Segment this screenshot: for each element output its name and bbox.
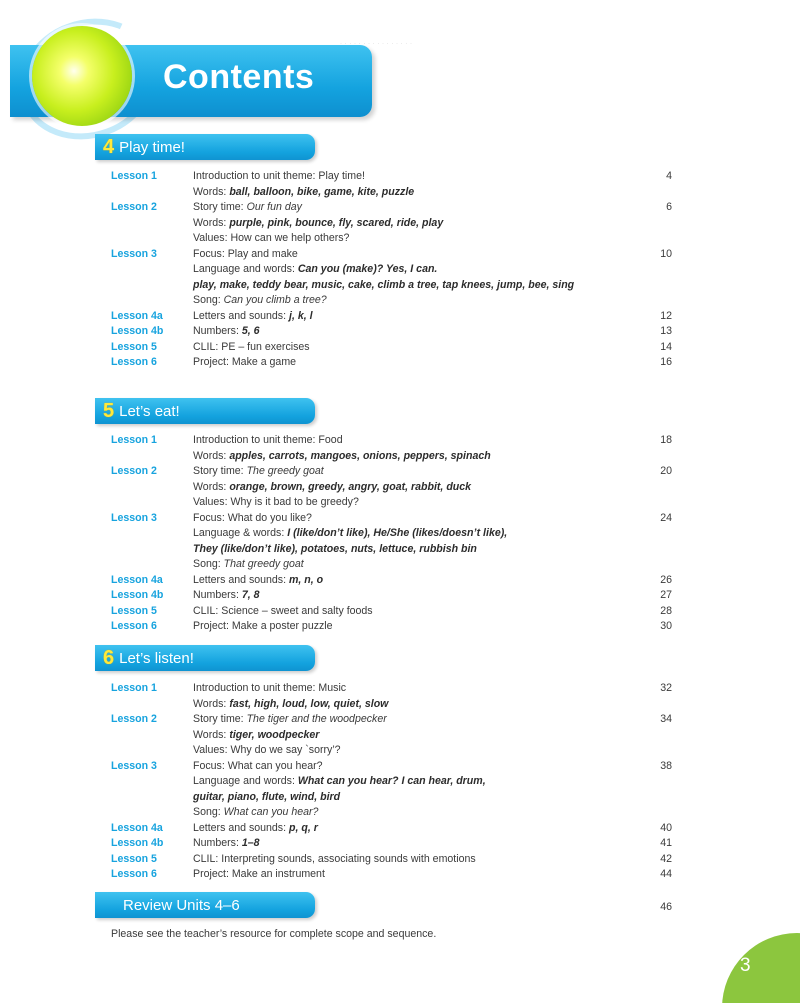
lesson-row <box>0 246 800 262</box>
description-text: Words: <box>193 480 230 493</box>
lesson-description <box>193 851 476 867</box>
description-text: Values: How can we help others? <box>193 232 350 244</box>
unit-number: 5 <box>103 399 115 422</box>
page-reference: 6 <box>666 201 672 213</box>
key-words: m, n, o <box>289 573 324 586</box>
key-words: guitar, piano, flute, wind, bird <box>193 790 341 803</box>
lesson-description <box>193 556 304 572</box>
lesson-label: Lesson 6 <box>111 868 157 880</box>
lesson-row <box>0 432 800 448</box>
lesson-row <box>0 168 800 184</box>
description-text: Words: <box>193 185 230 198</box>
review-page-number: 46 <box>660 901 672 913</box>
lesson-label: Lesson 6 <box>111 356 157 368</box>
lesson-label: Lesson 4b <box>111 325 164 337</box>
key-words: j, k, l <box>289 309 313 322</box>
lesson-row <box>0 199 800 215</box>
lesson-description <box>193 603 373 619</box>
lesson-row <box>0 510 800 526</box>
lesson-label: Lesson 1 <box>111 682 157 694</box>
description-text: Letters and sounds: <box>193 309 289 322</box>
key-words: 5, 6 <box>241 325 260 337</box>
description-text: Introduction to unit theme: Food <box>193 434 343 446</box>
page-reference: 27 <box>660 589 672 601</box>
italic-title: The greedy goat <box>246 465 324 477</box>
key-words: play, make, teddy bear, music, cake, climb a tree, tap knees, jump, bee, sing <box>193 278 575 291</box>
description-text: Song: <box>193 294 224 306</box>
page-reference: 41 <box>660 837 672 849</box>
lesson-row <box>0 851 800 867</box>
lesson-row <box>0 820 800 836</box>
lesson-description <box>193 587 260 603</box>
lesson-row <box>0 354 800 370</box>
description-text: Story time: <box>193 713 247 725</box>
page-reference: 10 <box>660 247 672 260</box>
description-text: Language & words: <box>193 527 288 539</box>
unit-title: Let’s eat! <box>119 402 180 420</box>
italic-title: Can you climb a tree? <box>223 294 327 306</box>
lesson-label: Lesson 4a <box>111 573 163 586</box>
lesson-description <box>193 354 296 370</box>
key-words: I (like/don’t like), He/She (likes/doesn’t like), <box>287 527 508 539</box>
page-reference: 13 <box>660 325 672 337</box>
lesson-description <box>193 246 298 262</box>
lesson-description <box>193 541 477 557</box>
lesson-description <box>193 820 318 836</box>
lesson-row <box>0 835 800 851</box>
lesson-row <box>0 448 800 464</box>
page-reference: 26 <box>660 573 672 586</box>
lesson-label: Lesson 4a <box>111 821 163 834</box>
key-words: ball, balloon, bike, game, kite, puzzle <box>229 185 415 198</box>
description-text: Language and words: <box>193 263 298 275</box>
lesson-description <box>193 680 346 696</box>
lesson-label: Lesson 4b <box>111 589 164 601</box>
lesson-label: Lesson 2 <box>111 713 157 725</box>
lesson-description <box>193 572 323 588</box>
lesson-row <box>0 261 800 277</box>
description-text: Letters and sounds: <box>193 573 289 586</box>
lesson-description <box>193 230 349 246</box>
page-reference: 4 <box>666 170 672 182</box>
lesson-row <box>0 618 800 634</box>
lesson-label: Lesson 6 <box>111 620 157 632</box>
lesson-label: Lesson 1 <box>111 434 157 446</box>
italic-title: The tiger and the woodpecker <box>246 713 387 725</box>
page-reference: 18 <box>660 434 672 446</box>
unit-title: Play time! <box>119 138 185 156</box>
key-words: What can you hear? I can hear, drum, <box>297 775 486 787</box>
lesson-row <box>0 773 800 789</box>
description-text: Song: <box>193 806 224 818</box>
lesson-label: Lesson 1 <box>111 170 157 182</box>
lesson-row <box>0 727 800 743</box>
review-row <box>0 896 800 915</box>
unit-header-5 <box>95 398 315 424</box>
page-reference: 38 <box>660 759 672 772</box>
description-text: Numbers: <box>193 589 242 601</box>
description-text: Values: Why do we say `sorry’? <box>193 744 341 756</box>
description-text: Letters and sounds: <box>193 821 289 834</box>
lesson-description <box>193 494 359 510</box>
description-text: Words: <box>193 728 230 741</box>
lesson-row <box>0 804 800 820</box>
lesson-description <box>193 323 260 339</box>
key-words: orange, brown, greedy, angry, goat, rabbit, duck <box>229 480 472 493</box>
page-reference: 30 <box>660 620 672 632</box>
lesson-description <box>193 215 443 231</box>
page-reference: 44 <box>660 868 672 880</box>
italic-title: What can you hear? <box>223 806 319 818</box>
lesson-row <box>0 758 800 774</box>
faint-header-text: · · · · · · · · · · · · · · · · <box>340 41 413 47</box>
key-words: They (like/don’t like), potatoes, nuts, lettuce, rubbish bin <box>193 542 477 555</box>
description-text: Song: <box>193 558 224 570</box>
lesson-row <box>0 230 800 246</box>
page-reference: 28 <box>660 604 672 617</box>
key-words: apples, carrots, mangoes, onions, peppers, spinach <box>229 449 491 462</box>
key-words: p, q, r <box>289 821 318 834</box>
page-reference: 20 <box>660 465 672 477</box>
lesson-description <box>193 866 325 882</box>
lesson-description <box>193 168 365 184</box>
lesson-description <box>193 758 323 774</box>
lesson-label: Lesson 3 <box>111 759 157 772</box>
lesson-description <box>193 292 327 308</box>
description-text: Values: Why is it bad to be greedy? <box>193 496 359 508</box>
green-ball-graphic <box>32 26 132 126</box>
lesson-row <box>0 789 800 805</box>
lesson-row <box>0 292 800 308</box>
lesson-row <box>0 556 800 572</box>
key-words: Can you (make)? Yes, I can. <box>297 263 438 275</box>
description-text: Introduction to unit theme: Music <box>193 682 347 694</box>
description-text: Story time: <box>193 465 247 477</box>
unit-title: Let’s listen! <box>119 649 194 667</box>
lesson-description <box>193 339 310 355</box>
italic-title: Our fun day <box>246 201 302 213</box>
lesson-row <box>0 308 800 324</box>
lesson-label: Lesson 4a <box>111 309 163 322</box>
lesson-row <box>0 479 800 495</box>
lesson-row <box>0 711 800 727</box>
lesson-description <box>193 618 333 634</box>
unit-number: 4 <box>103 135 115 158</box>
lesson-row <box>0 339 800 355</box>
lesson-description <box>193 742 341 758</box>
description-text: Words: <box>193 697 230 710</box>
key-words: 7, 8 <box>241 589 260 601</box>
lesson-row <box>0 680 800 696</box>
lesson-label: Lesson 2 <box>111 465 157 477</box>
lesson-description <box>193 479 471 495</box>
lesson-description <box>193 696 388 712</box>
description-text: Focus: What do you like? <box>193 511 312 524</box>
key-words: purple, pink, bounce, fly, scared, ride, play <box>229 216 444 229</box>
lesson-row <box>0 696 800 712</box>
lesson-description <box>193 199 302 215</box>
lesson-row <box>0 463 800 479</box>
lesson-label: Lesson 3 <box>111 511 157 524</box>
description-text: CLIL: PE – fun exercises <box>193 340 310 353</box>
description-text: Introduction to unit theme: Play time! <box>193 170 365 182</box>
lesson-label: Lesson 5 <box>111 604 157 617</box>
page-reference: 42 <box>660 852 672 865</box>
description-text: Focus: Play and make <box>193 247 298 260</box>
lesson-label: Lesson 5 <box>111 852 157 865</box>
description-text: Project: Make a game <box>193 356 297 368</box>
description-text: Numbers: <box>193 325 242 337</box>
lesson-description <box>193 277 574 293</box>
lesson-description <box>193 773 486 789</box>
key-words: tiger, woodpecker <box>229 728 320 741</box>
lesson-row <box>0 572 800 588</box>
description-text: Words: <box>193 216 230 229</box>
description-text: Project: Make an instrument <box>193 868 325 880</box>
page-reference: 40 <box>660 821 672 834</box>
description-text: Story time: <box>193 201 247 213</box>
description-text: Language and words: <box>193 775 298 787</box>
footnote: Please see the teacher’s resource for complete scope and sequence. <box>111 928 437 940</box>
lesson-description <box>193 184 414 200</box>
page-reference: 16 <box>660 356 672 368</box>
description-text: Project: Make a poster puzzle <box>193 620 333 632</box>
lesson-description <box>193 711 387 727</box>
lesson-description <box>193 727 319 743</box>
description-text: CLIL: Interpreting sounds, associating sounds with emotions <box>193 852 476 865</box>
italic-title: That greedy goat <box>223 558 304 570</box>
lesson-row <box>0 742 800 758</box>
lesson-description <box>193 463 324 479</box>
lesson-description <box>193 510 312 526</box>
description-text: Focus: What can you hear? <box>193 759 323 772</box>
lesson-description <box>193 789 340 805</box>
lesson-label: Lesson 5 <box>111 340 157 353</box>
lesson-description <box>193 835 260 851</box>
page-reference: 12 <box>660 309 672 322</box>
lesson-row <box>0 494 800 510</box>
lesson-row <box>0 587 800 603</box>
key-words: 1–8 <box>241 837 260 849</box>
page-reference: 32 <box>660 682 672 694</box>
page-number: 3 <box>740 955 751 976</box>
lesson-label: Lesson 4b <box>111 837 164 849</box>
lesson-row <box>0 603 800 619</box>
lesson-description <box>193 432 343 448</box>
description-text: Words: <box>193 449 230 462</box>
lesson-description <box>193 804 318 820</box>
lesson-row <box>0 541 800 557</box>
lesson-row <box>0 525 800 541</box>
key-words: fast, high, loud, low, quiet, slow <box>229 697 389 710</box>
lesson-description <box>193 525 507 541</box>
page-number-circle <box>722 933 800 1003</box>
lesson-description <box>193 308 313 324</box>
lesson-row <box>0 215 800 231</box>
lesson-description <box>193 448 491 464</box>
description-text: Numbers: <box>193 837 242 849</box>
lesson-description <box>193 261 437 277</box>
page-reference: 34 <box>660 713 672 725</box>
unit-header-6 <box>95 645 315 671</box>
page-reference: 24 <box>660 511 672 524</box>
page-reference: 14 <box>660 340 672 353</box>
lesson-label: Lesson 3 <box>111 247 157 260</box>
lesson-row <box>0 277 800 293</box>
lesson-label: Lesson 2 <box>111 201 157 213</box>
review-title: Review Units 4–6 <box>123 896 240 914</box>
lesson-row <box>0 323 800 339</box>
page-title: Contents <box>163 58 315 96</box>
unit-header-4 <box>95 134 315 160</box>
description-text: CLIL: Science – sweet and salty foods <box>193 604 373 617</box>
lesson-row <box>0 866 800 882</box>
unit-number: 6 <box>103 646 115 669</box>
lesson-row <box>0 184 800 200</box>
